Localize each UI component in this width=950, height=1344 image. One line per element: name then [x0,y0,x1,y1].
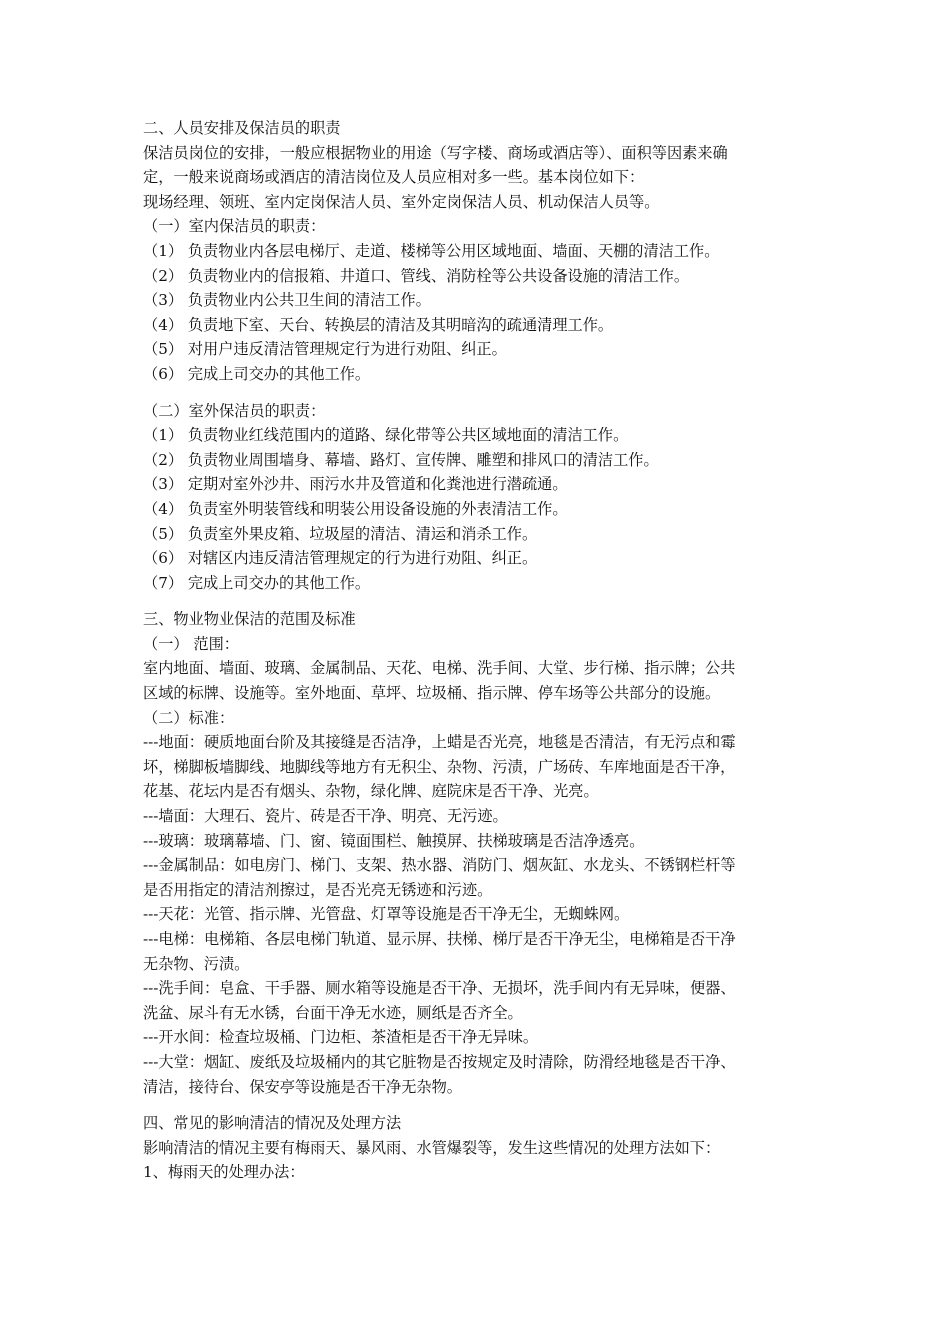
paragraph-line: 无杂物、污渍。 [143,954,250,973]
paragraph-line: 影响清洁的情况主要有梅雨天、暴风雨、水管爆裂等，发生这些情况的处理方法如下： [143,1138,721,1157]
paragraph-line: ---天花：光管、指示牌、光管盘、灯罩等设施是否干净无尘，无蜘蛛网。 [143,905,630,924]
standard-title: （二）标准： [143,708,235,727]
paragraph-line: ---大堂：烟缸、废纸及垃圾桶内的其它脏物是否按规定及时清除，防滑经地毯是否干净、 [143,1052,736,1071]
paragraph-line: ---玻璃：玻璃幕墙、门、窗、镜面围栏、触摸屏、扶梯玻璃是否洁净透亮。 [143,831,645,850]
list-item: （4） 负责室外明装管线和明装公用设备设施的外表清洁工作。 [143,499,568,518]
paragraph-gap [143,595,808,607]
paragraph-gap [143,387,808,399]
list-item: （1） 负责物业红线范围内的道路、绿化带等公共区域地面的清洁工作。 [143,426,629,445]
paragraph-line: 保洁员岗位的安排，一般应根据物业的用途（写字楼、商场或酒店等）、面积等因素来确 [143,143,728,162]
list-item: （2） 负责物业周围墙身、幕墙、路灯、宣传牌、雕塑和排风口的清洁工作。 [143,450,659,469]
document-page [143,116,808,1185]
section-heading-3: 三、物业物业保洁的范围及标准 [143,610,356,629]
paragraph-line: 清洁，接待台、保安亭等设施是否干净无杂物。 [143,1077,462,1096]
paragraph-line: 定，一般来说商场或酒店的清洁岗位及人员应相对多一些。基本岗位如下： [143,168,645,187]
list-item: （7） 完成上司交办的其他工作。 [143,573,371,592]
paragraph-line: 坏，梯脚板墙脚线、地脚线等地方有无积尘、杂物、污渍，广场砖、车库地面是否干净， [143,757,736,776]
paragraph-gap [143,1099,808,1111]
paragraph-line: ---开水间：检查垃圾桶、门边柜、茶渣柜是否干净无异味。 [143,1028,539,1047]
section-heading-2: 二、人员安排及保洁员的职责 [143,119,341,137]
list-item: （5） 负责室外果皮箱、垃圾屋的清洁、清运和消杀工作。 [143,524,538,543]
list-item: （5） 对用户违反清洁管理规定行为进行劝阻、纠正。 [143,340,507,359]
scope-title: （一） 范围： [143,634,239,653]
list-item: （3） 负责物业内公共卫生间的清洁工作。 [143,291,431,310]
indoor-duties-title: （一）室内保洁员的职责： [143,217,326,236]
section-heading-4: 四、常见的影响清洁的情况及处理方法 [143,1114,402,1133]
list-item: （2） 负责物业内的信报箱、井道口、管线、消防栓等公共设备设施的清洁工作。 [143,266,690,285]
paragraph-line: ---洗手间：皂盒、干手器、厕水箱等设施是否干净、无损坏，洗手间内有无异味，便器、 [143,979,736,998]
paragraph-line: 洗盆、尿斗有无水锈，台面干净无水迹，厕纸是否齐全。 [143,1003,523,1022]
list-item: （4） 负责地下室、天台、转换层的清洁及其明暗沟的疏通清理工作。 [143,315,614,334]
list-item: （1） 负责物业内各层电梯厅、走道、楼梯等公用区域地面、墙面、天棚的清洁工作。 [143,241,720,260]
list-item: （6） 对辖区内违反清洁管理规定的行为进行劝阻、纠正。 [143,549,538,568]
list-item: （3） 定期对室外沙井、雨污水井及管道和化粪池进行潜疏通。 [143,475,568,494]
list-item: （6） 完成上司交办的其他工作。 [143,364,371,383]
paragraph-line: ---地面：硬质地面台阶及其接缝是否洁净，上蜡是否光亮，地毯是否清洁，有无污点和霉 [143,733,736,752]
subsection-title: 1、梅雨天的处理办法： [143,1163,305,1182]
paragraph-line: ---电梯：电梯箱、各层电梯门轨道、显示屏、扶梯、梯厅是否干净无尘，电梯箱是否干净 [143,930,736,948]
paragraph-line: 花基、花坛内是否有烟头、杂物，绿化牌、庭院床是否干净、光亮。 [143,782,599,801]
paragraph-line: ---墙面：大理石、瓷片、砖是否干净、明亮、无污迹。 [143,807,508,826]
paragraph-line: 是否用指定的清洁剂擦过，是否光亮无锈迹和污迹。 [143,880,493,899]
paragraph-line: 室内地面、墙面、玻璃、金属制品、天花、电梯、洗手间、大堂、步行梯、指示牌；公共 [143,659,736,678]
paragraph-line: ---金属制品：如电房门、梯门、支架、热水器、消防门、烟灰缸、水龙头、不锈钢栏杆等 [143,856,736,875]
paragraph-line: 区域的标牌、设施等。室外地面、草坪、垃圾桶、指示牌、停车场等公共部分的设施。 [143,684,721,703]
outdoor-duties-title: （二）室外保洁员的职责： [143,401,326,420]
paragraph-line: 现场经理、领班、室内定岗保洁人员、室外定岗保洁人员、机动保洁人员等。 [143,192,660,211]
